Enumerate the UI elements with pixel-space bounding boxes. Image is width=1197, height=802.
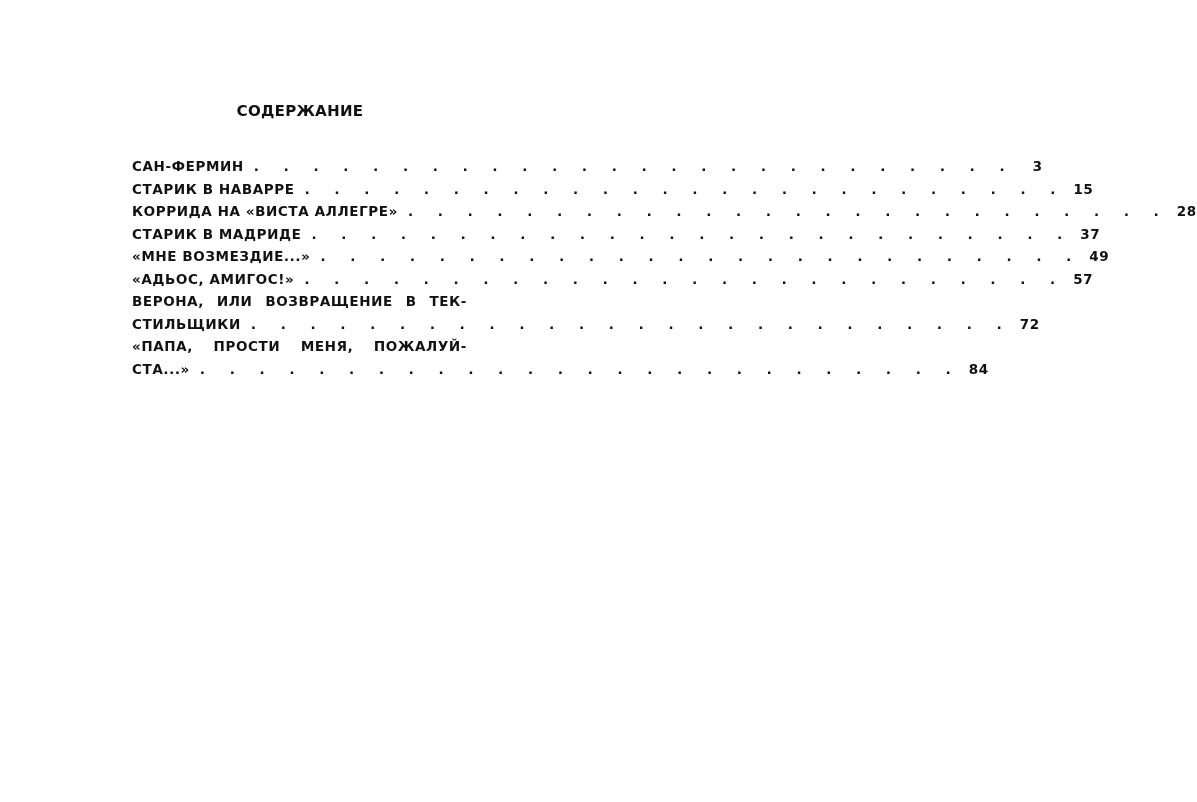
dot-leader: . . . . . . . . . . . . . . . . . . . . . . . . . . (199, 361, 961, 378)
toc-title-word: ВЕРОНА, (132, 294, 204, 310)
toc-title-word: «ПАПА, (132, 339, 193, 355)
toc-entry-page: 15 (1073, 181, 1094, 198)
page-title: СОДЕРЖАНИЕ (236, 102, 364, 120)
toc-entry (132, 201, 1197, 224)
toc-entry (132, 156, 1043, 179)
toc-entry-page: 37 (1080, 226, 1101, 243)
toc-entry-page: 28 (1176, 204, 1197, 220)
toc-entry-title: СТАРИК В МАДРИДЕ (132, 226, 302, 243)
toc-entry-page: 84 (968, 361, 989, 378)
toc-entry-title-line (132, 336, 467, 359)
dot-leader: . . . . . . . . . . . . . . . . . . . . . . . . . . (304, 271, 1066, 288)
toc-entry-title: САН-ФЕРМИН (132, 159, 244, 175)
toc-entry-page: 3 (1032, 159, 1043, 175)
dot-leader: . . . . . . . . . . . . . . . . . . . . . . . . . . (253, 159, 1015, 175)
toc-entry-title: «МНЕ ВОЗМЕЗДИЕ...» (132, 249, 311, 265)
dot-leader: . . . . . . . . . . . . . . . . . . . . . . . . . . (311, 226, 1073, 243)
toc-entry (132, 179, 1094, 202)
toc-entry-title: СТА...» (132, 361, 190, 378)
toc-entry-title: КОРРИДА НА «ВИСТА АЛЛЕГРЕ» (132, 204, 398, 220)
toc-entry (132, 246, 1110, 269)
toc-entry-page: 57 (1073, 271, 1094, 288)
toc-entry-title: «АДЬОС, АМИГОС!» (132, 271, 295, 288)
toc-entry-page: 49 (1089, 249, 1110, 265)
dot-leader: . . . . . . . . . . . . . . . . . . . . . . . . . . (320, 249, 1082, 265)
dot-leader: . . . . . . . . . . . . . . . . . . . . . . . . . . (304, 181, 1066, 198)
toc-entry-title: СТИЛЬЩИКИ (132, 316, 241, 333)
toc-entry (132, 359, 989, 382)
toc-entry-page: 72 (1019, 316, 1040, 333)
toc-entry (132, 314, 1040, 337)
toc-title-word: ПРОСТИ (213, 339, 281, 355)
toc-entry (132, 224, 1101, 247)
toc-entry-title: СТАРИК В НАВАРРЕ (132, 181, 295, 198)
dot-leader: . . . . . . . . . . . . . . . . . . . . . . . . . . (250, 316, 1012, 333)
toc-title-word: В (405, 294, 417, 310)
toc-entry-title-line (132, 291, 467, 314)
toc-title-word: МЕНЯ, (300, 339, 354, 355)
toc-title-word: ПОЖАЛУЙ- (373, 339, 467, 355)
table-of-contents (132, 156, 1197, 381)
toc-entry (132, 269, 1094, 292)
toc-title-word: ВОЗВРАЩЕНИЕ (265, 294, 393, 310)
toc-title-word: ТЕК- (429, 294, 467, 310)
toc-title-word: ИЛИ (216, 294, 253, 310)
dot-leader: . . . . . . . . . . . . . . . . . . . . . . . . . . (407, 204, 1169, 220)
